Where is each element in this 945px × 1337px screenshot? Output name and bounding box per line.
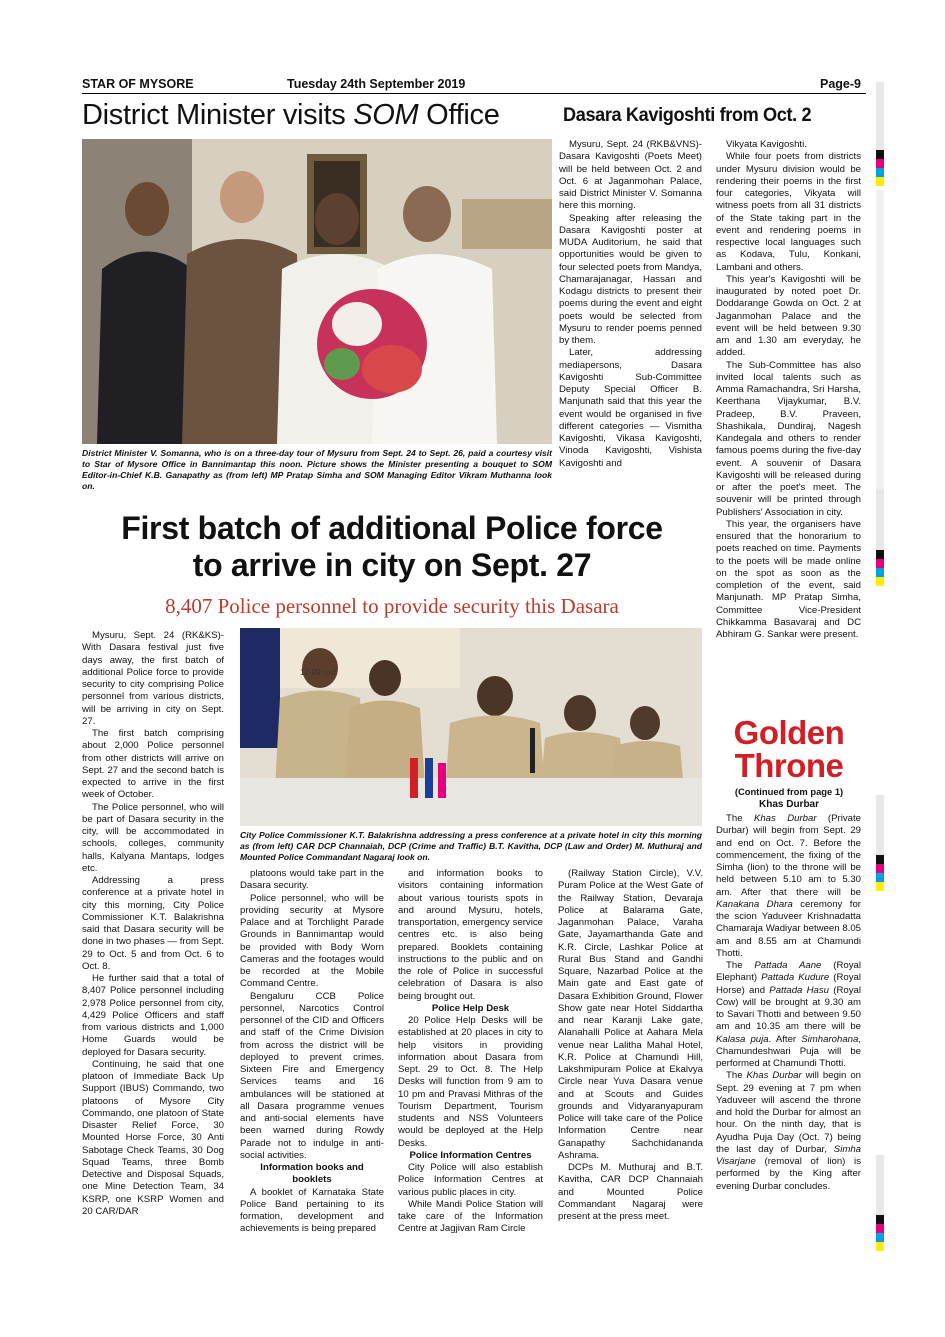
story2-para: While four poets from districts under Mysuru division would be rendering their poems in the first four categories, Vikyata will witness poets from all 31 districts of the State taking part in the event and rendering poems in respective local languages such as Kodava, Tulu, Konkani, Lambani and others. bbox=[716, 151, 861, 273]
story3-para: He further said that a total of 8,407 Police personnel including 2,978 Police personnel from city, 4,429 Police Officers and staff from various districts and 1,000 Home Guards would be deployed for Dasara security. bbox=[82, 973, 224, 1058]
margin-strip bbox=[876, 490, 884, 550]
story2-para: This year, the organisers have ensured that the honorarium to poets reached on time. Payments to the poets will be made online on the spot as soon as the completion of the event, said Manjunath. MP Pratap Simha, Committee Vice-President Chikkamma Basavaraj and DC Abhiram G. Sankar were present. bbox=[716, 518, 861, 640]
story3-para: Addressing a press conference at a private hotel in city this morning, City Police Commissioner K.T. Balakrishna said that Dasara security will be done in two phases — from Sept. 29 to Oct. 5 and from Oct. 6 to Oct. 8. bbox=[82, 875, 224, 972]
story2-para: This year's Kavigoshti will be inaugurated by noted poet Dr. Doddarange Gowda on Oct. 2 at Jaganmohan Palace and the event will be held between 9.30 am and 1.30 am everyday, he added. bbox=[716, 273, 861, 359]
story3-para: Police personnel, who will be providing security at Mysore Palace and at Torchlight Parade Grounds in Bannimantap would be provided with Body Worn Cameras and the footages would be recorded at the Mobile Command Centre. bbox=[240, 892, 384, 990]
story3-headline-line2: to arrive in city on Sept. 27 bbox=[192, 547, 592, 583]
story3-para: The Police personnel, who will be part of Dasara security in the city, will be accommodated in schools, colleges, community halls, Kalyana Mantaps, lodges etc. bbox=[82, 801, 224, 874]
story3-para: DCPs M. Muthuraj and B.T. Kavitha, CAR DCP Channaiah and Mounted Police Commandant Nagaraj were present at the press meet. bbox=[558, 1162, 703, 1222]
cmyk-bar bbox=[876, 855, 884, 891]
golden-throne-line2: Throne bbox=[734, 747, 844, 784]
story3-column-4 bbox=[558, 868, 703, 1262]
story3-column-1 bbox=[82, 630, 224, 1262]
story3-para: A booklet of Karnataka State Police Band pertaining to its formation, development and achievements is being prepared bbox=[240, 1186, 384, 1235]
cmyk-bar bbox=[876, 1215, 884, 1251]
story3-subheading: Police Information Centres bbox=[409, 1149, 532, 1161]
press-conference-photo bbox=[240, 628, 702, 826]
minister-visit-photo bbox=[82, 139, 552, 444]
story2-para: Vikyata Kavigoshti. bbox=[726, 139, 807, 150]
story3-para: While Mandi Police Station will take care of the Information Centre at Jagjivan Ram Circle bbox=[398, 1198, 543, 1235]
cmyk-bar bbox=[876, 550, 884, 586]
story2-para: Speaking after releasing the Dasara Kavigoshti poster at MUDA Auditorium, he said that opportunities would be given to four selected poets from Mandya, Chamarajanagar, Hassan and Kodagu districts to present their poems during the event and eight poets would be selected from Mysuru to render poems penned by them. bbox=[559, 212, 702, 346]
issue-date: Tuesday 24th September 2019 bbox=[287, 77, 466, 91]
story3-caption: City Police Commissioner K.T. Balakrishna addressing a press conference at a private hotel in city this morning as (from left) CAR DCP Channaiah, DCP (Crime and Traffic) B.T. Kavitha, DCP (Law and Order) M. Muthuraj and Mounted Police Commandant Nagaraj look on. bbox=[240, 830, 702, 862]
photo-banner-text: 12-09 ಗಂಟೆ bbox=[300, 668, 337, 677]
margin-strip bbox=[876, 1155, 884, 1215]
story3-subhead: 8,407 Police personnel to provide security this Dasara bbox=[165, 594, 619, 618]
paper-name: STAR OF MYSORE bbox=[82, 77, 194, 91]
story3-subheading: Police Help Desk bbox=[431, 1002, 510, 1014]
story3-headline bbox=[82, 510, 702, 584]
story2-headline: Dasara Kavigoshti from Oct. 2 bbox=[563, 104, 812, 126]
story3-para: (Railway Station Circle), V.V. Puram Police at the West Gate of the Railway Station, Devaraja Police at Balarama Gate, Jaganmohan Palace, Varaha Gate, Jayamarthanda Gate and K.R. Circle, Lashkar Police at Rural Bus Stand and Gandhi Square, Nazarbad Police at the Main gate and East gate of Dasara Exhibition Ground, Flower Show gate near Hotel Siddartha and near Karanji Lake gate, Alanahalli Police at Aahara Mela venue near Lalitha Mahal Hotel, K.R. Police at Chamundi Hill, Lakshmipuram Police at Ekalvya Circle near Yuva Dasara venue and at Scouts and Guides grounds and Vidyaranyapuram Police will take care of the Police Information Centre near Ganapathy Sachchidananda Ashrama. bbox=[558, 868, 703, 1161]
story3-para: platoons would take part in the Dasara security. bbox=[240, 868, 384, 892]
golden-throne-para: The Khas Durbar (Private Durbar) will begin from Sept. 29 and end on Oct. 7. Before the commencement, the fixing of the Simha (lion) to the throne will be held between 5.10 am to 5.30 am. After that there will be Kanakana Dhara ceremony for the scion Yaduveer Krishnadatta Chamaraja Wadiyar between 8.05 am and 8.55 am at Chamundi Thotti. bbox=[716, 813, 861, 959]
story1-caption: District Minister V. Somanna, who is on a three-day tour of Mysuru from Sept. 24 to Sept. 26, paid a courtesy visit to Star of Mysore Office in Bannimantap this noon. Picture shows the Minister presenting a bouquet to SOM Editor-in-Chief K.B. Ganapathy as (from left) MP Pratap Simha and SOM Managing Editor Vikram Muthanna look on. bbox=[82, 448, 552, 491]
golden-throne-column bbox=[716, 813, 861, 1263]
story3-para: Continuing, he said that one platoon of Immediate Back Up Support (IBUS) Commando, two platoons of Mysore City Commando, one platoon of State Disaster Relief Force, 30 Mounted Horse Force, 30 Anti Sabotage Check Teams, 30 Dog Squad Teams, three Bomb Detective and Disposal Squads, one Mine Detection Team, 34 KSRP, one KSRP Women and 20 CAR/DAR bbox=[82, 1058, 224, 1217]
margin-strip bbox=[876, 190, 884, 490]
margin-strip bbox=[876, 795, 884, 855]
golden-throne-headline bbox=[716, 716, 862, 782]
golden-throne-line1: Golden bbox=[733, 714, 845, 751]
page-number: Page-9 bbox=[820, 77, 861, 91]
story3-para: The first batch comprising about 2,000 Police personnel from other districts will arrive on Sept. 27 and the second batch is expected to arrive in the first week of October. bbox=[82, 728, 224, 801]
story3-para: Bengaluru CCB Police personnel, Narcotics Control personnel of the CID and Officers and staff of the Crime Division from across the district will be deployed to prevent crimes. Sixteen Fire and Emergency Services teams and 16 ambulances will be stationed at all Dasara programme venues and anti-social elements have been warned during Rowdy Parade not to indulge in anti-social activities. bbox=[240, 990, 384, 1161]
story3-para: and information books to visitors containing information about various tourists spots in and around Mysuru, hotels, transportation, emergency service centres etc. is also being prepared. Booklets containing instructions to the public and on the role of Police in successful celebration of Dasara is also being brought out. bbox=[398, 868, 543, 1002]
margin-strip bbox=[876, 82, 884, 150]
story2-para: Later, addressing mediapersons, Dasara Kavigoshti Sub-Committee Deputy Special Officer B. Manjunath said that this year the event would be organised in five different categories — Vismitha Kavigoshti, Vikasa Kavigoshti, Vinoda Kavigoshti, Vishista Kavigoshti and bbox=[559, 347, 702, 469]
story3-headline-line1: First batch of additional Police force bbox=[121, 510, 663, 546]
story2-para: The Sub-Committee has also invited local talents such as Amma Ramachandra, Sri Harsha, Keerthana Vijaykumar, B.V. Pradeep, B.V. Praveen, Shashikala, Dundiraj, Nagesh Kandegala and others to render famous poems during the five-day event. A souvenir of Dasara Kavigoshti will be released during or after the poet's meet. The souvenir will be printed through Publishers' Association in city. bbox=[716, 359, 861, 518]
cmyk-bar bbox=[876, 150, 884, 186]
story2-column-2 bbox=[716, 139, 861, 719]
header-rule bbox=[82, 93, 866, 94]
story2-para: Mysuru, Sept. 24 (RKB&VNS)- Dasara Kavigoshti (Poets Meet) will be held between Oct. 2 and Oct. 6 at Jaganmohan Palace, said District Minister V. Somanna here this morning. bbox=[559, 139, 702, 212]
story3-column-3 bbox=[398, 868, 543, 1262]
story1-headline: District Minister visits SOM Office bbox=[82, 99, 500, 131]
story3-para: Mysuru, Sept. 24 (RK&KS)- With Dasara festival just five days away, the first batch of additional Police force to provide security to city comprising Police personnel from various districts, will be arriving in city on Sept. 27. bbox=[82, 630, 224, 727]
continued-note: (Continued from page 1) bbox=[734, 786, 844, 797]
golden-throne-para: The Khas Durbar will begin on Sept. 29 evening at 7 pm when Yaduveer will ascend the throne and hold the Durbar for almost an hour. On the ninth day, that is Ayudha Puja Day (Oct. 7) being the last day of Durbar, Simha Visarjane (removal of lion) is performed by the King after evening Durbar concludes. bbox=[716, 1070, 861, 1192]
story3-column-2 bbox=[240, 868, 384, 1262]
golden-throne-para: The Pattada Aane (Royal Elephant) Pattada Kudure (Royal Horse) and Pattada Hasu (Royal Cow) will be brought at 9.30 am to Savari Thotti and between 9.50 am and 10.35 am there will be Kalasa puja. After Simharohana, Chamundeshwari Puja will be performed at Chamundi Thotti. bbox=[716, 960, 861, 1069]
story3-para: City Police will also establish Police Information Centres at various public places in city. bbox=[398, 1162, 543, 1198]
story3-subheading: Information books and booklets bbox=[260, 1162, 364, 1186]
khas-durbar-subhead: Khas Durbar bbox=[758, 799, 819, 810]
story2-column-1 bbox=[559, 139, 702, 507]
story3-para: 20 Police Help Desks will be established at 20 places in city to help visitors in providing information about Dasara from Sept. 29 to Oct. 8. The Help Desks will function from 9 am to 10 pm and Pravasi Mithras of the Tourism Department, Tourism students and NSS Volunteers would be deployed at the Help Desks. bbox=[398, 1015, 543, 1149]
